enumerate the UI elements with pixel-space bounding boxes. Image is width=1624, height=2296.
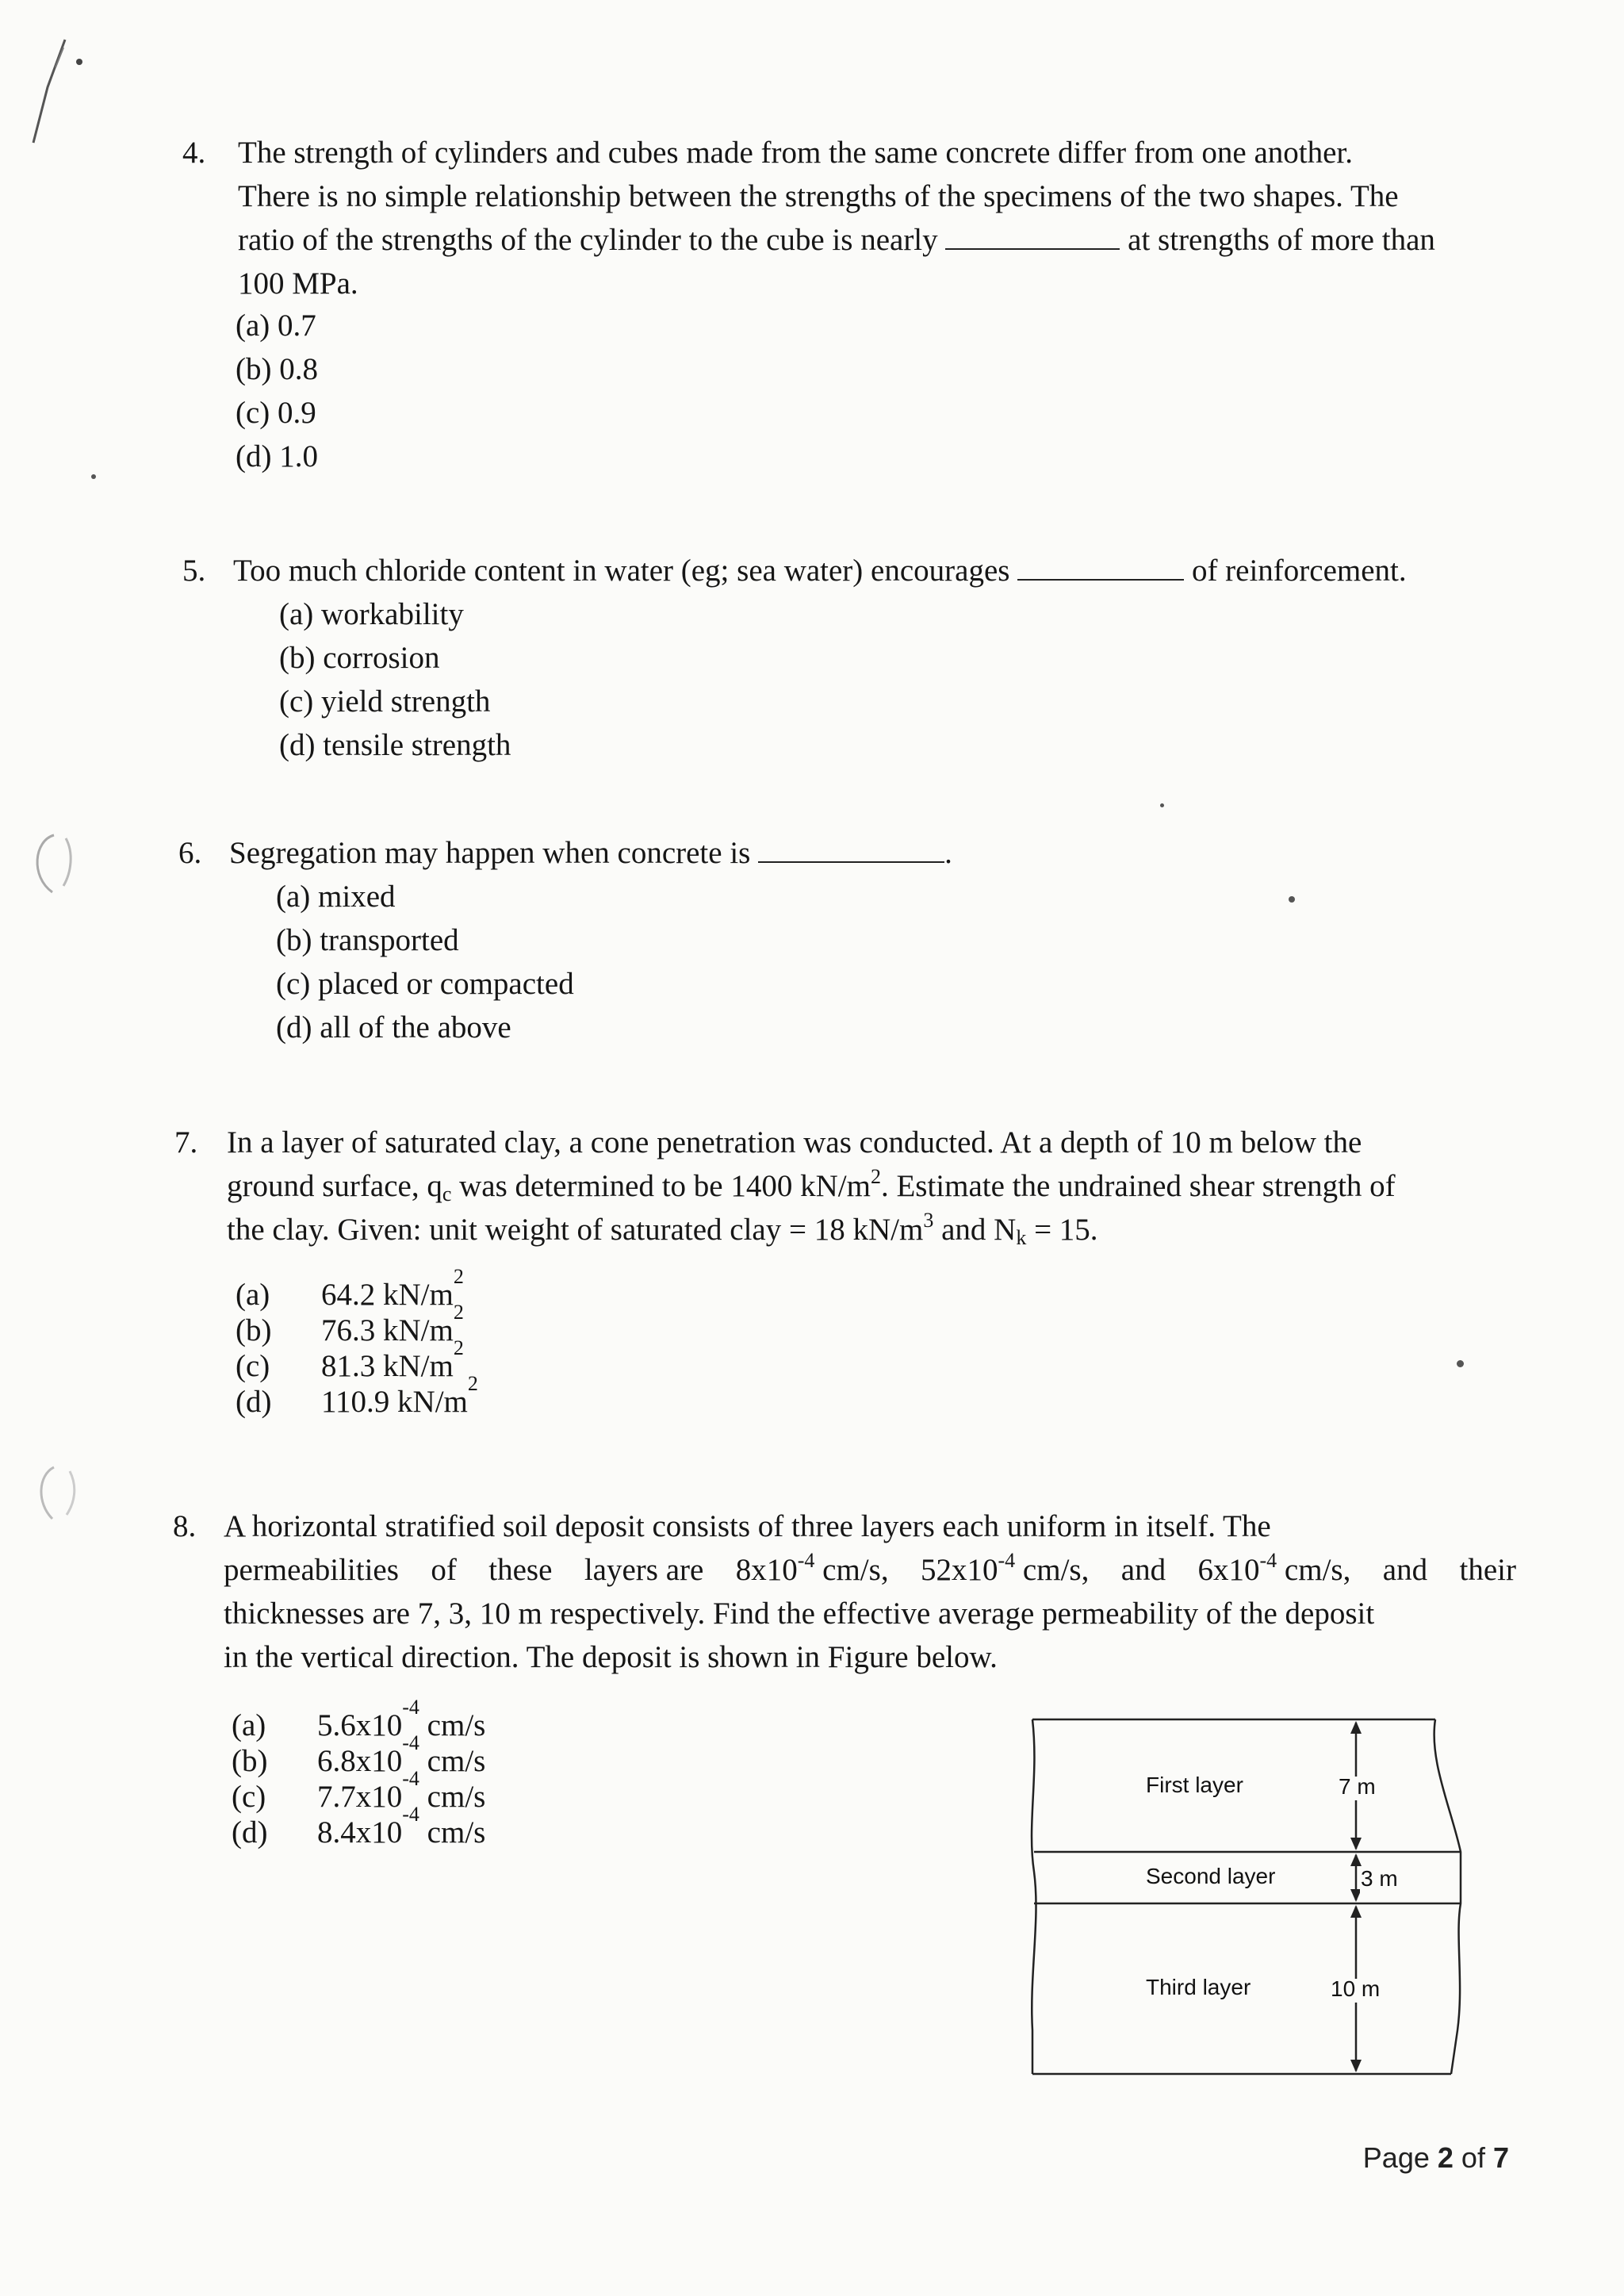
text-line: The strength of cylinders and cubes made from the same concrete differ from one another. bbox=[238, 136, 1353, 170]
option-8c[interactable] bbox=[232, 1767, 486, 1815]
option-6a[interactable]: (a) mixed bbox=[276, 880, 396, 914]
option-4d[interactable]: (d) 1.0 bbox=[236, 439, 318, 473]
option-value: 7.7x10 bbox=[317, 1780, 403, 1814]
question-text bbox=[224, 1504, 1516, 1679]
superscript: 2 bbox=[453, 1301, 464, 1324]
text-line bbox=[227, 1164, 1527, 1208]
text-segment: and bbox=[1120, 1553, 1166, 1587]
arrowhead bbox=[1350, 1905, 1362, 1918]
option-value: 5.6x10 bbox=[317, 1708, 403, 1742]
speck bbox=[1457, 1360, 1464, 1367]
text-segment: Segregation may happen when concrete is bbox=[229, 836, 751, 870]
option-5d[interactable]: (d) tensile strength bbox=[279, 728, 511, 762]
option-8d[interactable] bbox=[232, 1803, 486, 1850]
soil-layers-figure bbox=[1023, 1713, 1483, 2086]
text-segment: $8x10^{-4}$ cm/s, bbox=[735, 1549, 889, 1587]
margin-scribble bbox=[16, 32, 95, 151]
option-7a[interactable] bbox=[236, 1265, 478, 1313]
text-segment: = 15. bbox=[1026, 1213, 1098, 1247]
text-segment: layers are bbox=[584, 1553, 704, 1587]
question-number: 8. bbox=[173, 1509, 197, 1543]
option-label: (a) bbox=[236, 1278, 270, 1312]
text-line: There is no simple relationship between the strengths of the specimens of the two shapes. The bbox=[238, 179, 1399, 213]
option-value: 76.3 kN/m bbox=[321, 1313, 454, 1347]
option-8b[interactable] bbox=[232, 1731, 486, 1779]
text-segment: of bbox=[431, 1553, 457, 1587]
question-number: 5. bbox=[182, 554, 206, 588]
text-segment: their bbox=[1459, 1553, 1516, 1587]
text-segment: permeabilities bbox=[224, 1553, 399, 1587]
arrowhead bbox=[1350, 1889, 1362, 1902]
option-value: 8.4x10 bbox=[317, 1815, 403, 1849]
answer-blank[interactable] bbox=[945, 224, 1120, 250]
option-value: 81.3 kN/m bbox=[321, 1349, 454, 1383]
text-line bbox=[238, 218, 1530, 262]
superscript: 2 bbox=[453, 1336, 464, 1359]
option-6b[interactable]: (b) transported bbox=[276, 923, 459, 957]
text-line: in the vertical direction. The deposit is shown in Figure below. bbox=[224, 1640, 998, 1674]
second-layer-thickness: 3 m bbox=[1361, 1866, 1398, 1891]
second-layer-label: Second layer bbox=[1146, 1864, 1276, 1888]
punch-hole-mark-top bbox=[22, 829, 86, 900]
arrowhead bbox=[1350, 1838, 1362, 1850]
option-5b[interactable]: (b) corrosion bbox=[279, 641, 440, 675]
answer-blank[interactable] bbox=[1017, 555, 1184, 581]
text-segment: $6x10^{-4}$ cm/s, bbox=[1197, 1549, 1351, 1587]
text-line: 100 MPa. bbox=[238, 266, 358, 301]
option-7b[interactable] bbox=[236, 1301, 478, 1348]
option-6c[interactable]: (c) placed or compacted bbox=[276, 967, 574, 1001]
text-segment: . Estimate the undrained shear strength of bbox=[880, 1169, 1396, 1203]
text-segment: . bbox=[944, 836, 952, 870]
option-unit: cm/s bbox=[427, 1780, 486, 1814]
question-number: 6. bbox=[178, 836, 202, 870]
options-8 bbox=[232, 1696, 486, 1850]
text-segment: of reinforcement. bbox=[1191, 554, 1407, 588]
figure-left-edge bbox=[1032, 1719, 1036, 2074]
text-segment: ground surface, q bbox=[227, 1169, 442, 1203]
superscript: 2 bbox=[453, 1265, 464, 1288]
arrowhead bbox=[1350, 1853, 1362, 1866]
option-7d[interactable] bbox=[236, 1372, 478, 1420]
text-line: thicknesses are 7, 3, 10 m respectively. Find the effective average permeability of the deposit bbox=[224, 1596, 1375, 1631]
option-4b[interactable]: (b) 0.8 bbox=[236, 352, 318, 386]
superscript: 3 bbox=[923, 1209, 934, 1232]
first-layer-label: First layer bbox=[1146, 1773, 1243, 1797]
first-layer-thickness: 7 m bbox=[1339, 1774, 1376, 1799]
option-6d[interactable]: (d) all of the above bbox=[276, 1010, 511, 1045]
option-5a[interactable]: (a) workability bbox=[279, 597, 464, 631]
option-label: (d) bbox=[236, 1385, 272, 1419]
option-7c[interactable] bbox=[236, 1336, 478, 1384]
option-value: 6.8x10 bbox=[317, 1744, 403, 1778]
question-text bbox=[233, 549, 1534, 592]
option-unit: cm/s bbox=[427, 1744, 486, 1778]
punch-hole-mark-bottom bbox=[22, 1459, 86, 1531]
text-segment: ratio of the strengths of the cylinder to the cube is nearly bbox=[238, 223, 938, 257]
text-line bbox=[227, 1208, 1527, 1251]
superscript: -4 bbox=[402, 1731, 419, 1754]
text-segment: and bbox=[1382, 1553, 1428, 1587]
speck bbox=[1289, 896, 1295, 903]
question-text bbox=[238, 131, 1530, 305]
superscript: -4 bbox=[402, 1767, 419, 1790]
question-text bbox=[227, 1121, 1527, 1251]
question-number: 7. bbox=[174, 1125, 198, 1159]
option-unit: cm/s bbox=[427, 1815, 486, 1849]
arrowhead bbox=[1350, 2060, 1362, 2072]
superscript: -4 bbox=[402, 1696, 419, 1719]
option-label: (c) bbox=[232, 1780, 266, 1814]
option-label: (b) bbox=[232, 1744, 268, 1778]
speck bbox=[1160, 803, 1164, 807]
text-segment: and N bbox=[933, 1213, 1017, 1247]
text-segment: was determined to be 1400 kN/m bbox=[451, 1169, 871, 1203]
speck bbox=[91, 474, 96, 479]
third-layer-thickness: 10 m bbox=[1331, 1976, 1381, 2001]
superscript: -4 bbox=[402, 1803, 419, 1826]
arrowhead bbox=[1350, 1721, 1362, 1734]
option-value: 64.2 kN/m bbox=[321, 1278, 454, 1312]
option-unit: cm/s bbox=[427, 1708, 486, 1742]
option-label: (c) bbox=[236, 1349, 270, 1383]
option-4a[interactable]: (a) 0.7 bbox=[236, 309, 316, 343]
superscript: 2 bbox=[467, 1372, 478, 1395]
option-value: 110.9 kN/m bbox=[321, 1385, 468, 1419]
option-8a[interactable] bbox=[232, 1696, 486, 1743]
question-number: 4. bbox=[182, 136, 206, 170]
text-line: In a layer of saturated clay, a cone penetration was conducted. At a depth of 10 m below the bbox=[227, 1125, 1362, 1159]
text-segment: the clay. Given: unit weight of saturated clay = 18 kN/m bbox=[227, 1213, 924, 1247]
options-7 bbox=[236, 1265, 478, 1420]
option-5c[interactable]: (c) yield strength bbox=[279, 684, 491, 719]
figure-right-edge bbox=[1434, 1719, 1461, 2074]
text-segment: Too much chloride content in water (eg; sea water) encourages bbox=[233, 554, 1010, 588]
option-label: (d) bbox=[232, 1815, 268, 1849]
subscript: k bbox=[1016, 1226, 1027, 1249]
page-number: Page 2 of 7 bbox=[1362, 2141, 1509, 2174]
answer-blank[interactable] bbox=[758, 838, 944, 863]
text-line bbox=[224, 1548, 1516, 1592]
text-segment: these bbox=[488, 1553, 553, 1587]
third-layer-label: Third layer bbox=[1146, 1975, 1251, 1999]
text-line: A horizontal stratified soil deposit consists of three layers each uniform in itself. The bbox=[224, 1509, 1271, 1543]
text-segment: $52x10^{-4}$ cm/s, bbox=[921, 1549, 1090, 1587]
question-text bbox=[229, 831, 952, 875]
superscript: 2 bbox=[870, 1165, 881, 1188]
option-label: (b) bbox=[236, 1313, 272, 1347]
option-4c[interactable]: (c) 0.9 bbox=[236, 396, 316, 430]
option-label: (a) bbox=[232, 1708, 266, 1742]
subscript: c bbox=[442, 1182, 452, 1205]
text-segment: at strengths of more than bbox=[1128, 223, 1435, 257]
